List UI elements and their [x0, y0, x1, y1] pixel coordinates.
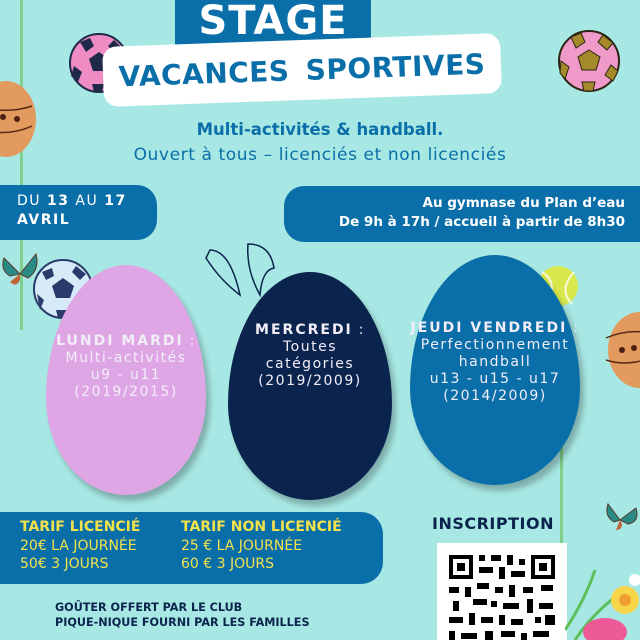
session-detail: (2014/2009) — [443, 388, 547, 404]
session-detail: (2019/2015) — [74, 384, 178, 400]
price-three-days: 60 € 3 JOURS — [181, 556, 274, 572]
session-detail: (2019/2009) — [258, 373, 362, 389]
session-detail: u9 - u11 — [90, 367, 162, 383]
basketball-icon — [604, 310, 640, 390]
snack-note: GOÛTER OFFERT PAR LE CLUB — [55, 601, 243, 614]
price-per-day: 25 € LA JOURNÉE — [181, 537, 303, 554]
location-venue: Au gymnase du Plan d’eau — [422, 195, 625, 211]
session-detail: Toutes — [282, 339, 337, 355]
stage-title: STAGE — [198, 0, 348, 44]
pricing-heading: TARIF NON LICENCIÉ — [181, 519, 342, 535]
session-days: MERCREDI — [255, 322, 353, 338]
date-banner — [0, 185, 157, 240]
activities-tagline: Multi-activités & handball. — [196, 120, 444, 139]
session-detail: Multi-activités — [65, 350, 187, 366]
subtitle-banner — [102, 33, 502, 107]
session-days: JEUDI VENDREDI — [410, 320, 568, 336]
notes — [55, 600, 310, 630]
session-detail: catégories — [265, 356, 355, 372]
inscription-label: INSCRIPTION — [432, 514, 554, 533]
qr-code-icon — [445, 551, 559, 640]
session-detail: u13 - u15 - u17 — [429, 371, 561, 387]
location-hours: De 9h à 17h / accueil à partir de 8h30 — [338, 214, 625, 230]
session-egg-wednesday: MERCREDI : Toutes catégories (2019/2009) — [228, 272, 392, 500]
butterfly-icon — [604, 500, 640, 536]
pricing-heading: TARIF LICENCIÉ — [20, 519, 141, 535]
session-egg-monday-tuesday: LUNDI MARDI : Multi-activités u9 - u11 (2019/2015) — [46, 265, 206, 495]
handball-icon — [557, 29, 621, 93]
session-detail: Perfectionnement — [420, 337, 570, 353]
vacances-sportives-title: VACANCES SPORTIVES — [118, 47, 486, 93]
session-detail: handball — [458, 354, 532, 370]
session-egg-thursday-friday: JEUDI VENDREDI : Perfectionnement handball u13 - u15 - u17 (2014/2009) — [410, 255, 580, 485]
session-days: LUNDI MARDI — [56, 333, 184, 349]
date-month: AVRIL — [17, 212, 71, 228]
price-per-day: 20€ LA JOURNÉE — [20, 537, 137, 554]
price-three-days: 50€ 3 JOURS — [20, 556, 109, 572]
pricing-licensed — [20, 518, 140, 574]
qr-code[interactable] — [437, 543, 567, 640]
pricing-banner — [0, 512, 383, 584]
open-to-all-tagline: Ouvert à tous – licenciés et non licenciés — [133, 145, 507, 165]
flowers-decoration-icon — [565, 560, 640, 640]
lunch-note: PIQUE-NIQUE FOURNI PAR LES FAMILLES — [55, 616, 310, 629]
pricing-non-licensed — [181, 518, 342, 574]
location-banner — [284, 186, 640, 242]
date-range: DU 13 AU 17 — [17, 193, 127, 209]
